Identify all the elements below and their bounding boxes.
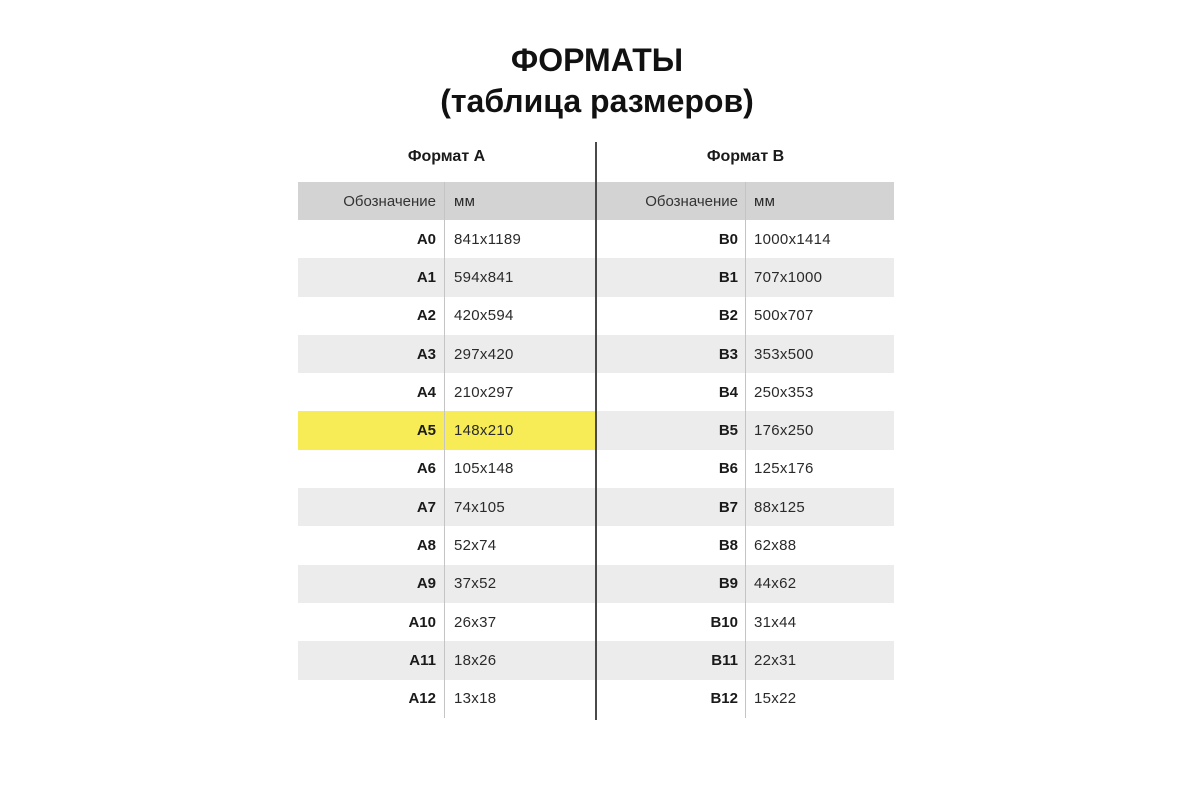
format-b-rows bbox=[597, 220, 894, 718]
format-code: B0 bbox=[718, 230, 738, 248]
column-divider bbox=[745, 488, 746, 526]
page-title-line1: ФОРМАТЫ bbox=[510, 42, 684, 78]
format-code: B3 bbox=[718, 345, 738, 363]
column-divider bbox=[444, 488, 445, 526]
format-size: 176x250 bbox=[754, 422, 814, 440]
table-row bbox=[298, 680, 595, 718]
table-row bbox=[298, 297, 595, 335]
format-size: 1000x1414 bbox=[754, 230, 831, 248]
format-code: A4 bbox=[416, 383, 436, 401]
table-row bbox=[597, 565, 894, 603]
format-b-header-code: Обозначение bbox=[645, 192, 738, 210]
format-size: 500x707 bbox=[754, 307, 814, 325]
table-row bbox=[597, 297, 894, 335]
format-code: A9 bbox=[416, 575, 436, 593]
column-divider bbox=[444, 680, 445, 718]
format-size: 31x44 bbox=[754, 613, 797, 631]
format-size: 74x105 bbox=[454, 498, 506, 516]
table-row bbox=[597, 526, 894, 564]
page-title bbox=[0, 40, 1194, 122]
format-a-header-row bbox=[298, 182, 595, 220]
column-divider bbox=[745, 641, 746, 679]
format-b-header-size: мм bbox=[754, 192, 776, 210]
column-divider bbox=[444, 565, 445, 603]
format-code: B9 bbox=[718, 575, 738, 593]
column-divider bbox=[444, 450, 445, 488]
table-row bbox=[597, 603, 894, 641]
format-code: A7 bbox=[416, 498, 436, 516]
format-size: 105x148 bbox=[454, 460, 514, 478]
format-code: B11 bbox=[711, 651, 738, 669]
format-b-panel bbox=[597, 142, 894, 718]
format-size: 841x1189 bbox=[454, 230, 522, 248]
format-code: B5 bbox=[718, 422, 738, 440]
column-divider bbox=[745, 680, 746, 718]
format-a-panel bbox=[298, 142, 595, 718]
format-b-title: Формат В bbox=[706, 148, 785, 165]
format-code: A1 bbox=[416, 268, 436, 286]
table-row bbox=[597, 488, 894, 526]
page-title-line2: (таблица размеров) bbox=[440, 83, 754, 119]
column-divider bbox=[444, 220, 445, 258]
table-row bbox=[298, 335, 595, 373]
format-code: B1 bbox=[718, 268, 738, 286]
format-code: A10 bbox=[408, 613, 436, 631]
column-divider bbox=[745, 373, 746, 411]
table-row bbox=[597, 258, 894, 296]
table-row bbox=[298, 258, 595, 296]
format-size: 37x52 bbox=[454, 575, 497, 593]
format-code: A0 bbox=[416, 230, 436, 248]
format-b-header-row bbox=[597, 182, 894, 220]
format-a-header-code: Обозначение bbox=[343, 192, 436, 210]
column-divider bbox=[444, 526, 445, 564]
table-row bbox=[298, 565, 595, 603]
table-row bbox=[597, 450, 894, 488]
format-size: 125x176 bbox=[754, 460, 814, 478]
format-size: 297x420 bbox=[454, 345, 514, 363]
format-size: 13x18 bbox=[454, 690, 497, 708]
format-size: 707x1000 bbox=[754, 268, 823, 286]
format-code: A8 bbox=[416, 537, 436, 555]
table-row bbox=[298, 603, 595, 641]
format-size: 44x62 bbox=[754, 575, 797, 593]
table-row bbox=[597, 335, 894, 373]
table-row bbox=[597, 373, 894, 411]
column-divider bbox=[745, 411, 746, 449]
format-code: B10 bbox=[710, 613, 738, 631]
table-row bbox=[597, 411, 894, 449]
format-size: 353x500 bbox=[754, 345, 814, 363]
format-size: 148x210 bbox=[454, 422, 514, 440]
column-divider bbox=[444, 335, 445, 373]
format-code: B8 bbox=[718, 537, 738, 555]
format-size: 22x31 bbox=[754, 651, 797, 669]
table-row bbox=[298, 641, 595, 679]
format-a-rows bbox=[298, 220, 595, 718]
format-code: A6 bbox=[416, 460, 436, 478]
table-row bbox=[298, 488, 595, 526]
format-size: 62x88 bbox=[754, 537, 797, 555]
table-row bbox=[298, 411, 595, 449]
column-divider bbox=[745, 603, 746, 641]
format-size: 210x297 bbox=[454, 383, 514, 401]
column-divider bbox=[745, 526, 746, 564]
table-row bbox=[298, 450, 595, 488]
format-code: A5 bbox=[416, 422, 436, 440]
column-divider bbox=[444, 641, 445, 679]
format-code: A12 bbox=[408, 690, 436, 708]
format-size: 52x74 bbox=[454, 537, 497, 555]
format-code: B4 bbox=[718, 383, 738, 401]
column-divider bbox=[745, 258, 746, 296]
column-divider bbox=[444, 603, 445, 641]
table-row bbox=[298, 373, 595, 411]
column-divider bbox=[745, 220, 746, 258]
format-code: B12 bbox=[710, 690, 738, 708]
column-divider bbox=[444, 411, 445, 449]
format-size: 18x26 bbox=[454, 651, 497, 669]
column-divider bbox=[745, 450, 746, 488]
format-code: A3 bbox=[416, 345, 436, 363]
format-size: 594x841 bbox=[454, 268, 514, 286]
format-code: A2 bbox=[416, 307, 436, 325]
table-row bbox=[597, 220, 894, 258]
column-divider bbox=[444, 297, 445, 335]
column-divider bbox=[745, 297, 746, 335]
column-divider bbox=[745, 182, 746, 220]
format-size: 26x37 bbox=[454, 613, 497, 631]
format-size: 88x125 bbox=[754, 498, 806, 516]
table-row bbox=[597, 641, 894, 679]
table-row bbox=[597, 680, 894, 718]
format-code: B6 bbox=[718, 460, 738, 478]
formats-tables bbox=[298, 142, 894, 720]
format-size: 250x353 bbox=[754, 383, 814, 401]
format-a-title: Формат А bbox=[407, 148, 486, 165]
table-row bbox=[298, 220, 595, 258]
column-divider bbox=[444, 258, 445, 296]
column-divider bbox=[745, 565, 746, 603]
format-code: A11 bbox=[409, 651, 436, 669]
format-code: B2 bbox=[718, 307, 738, 325]
column-divider bbox=[444, 182, 445, 220]
format-a-header-size: мм bbox=[454, 192, 476, 210]
format-size: 420x594 bbox=[454, 307, 514, 325]
format-code: B7 bbox=[718, 498, 738, 516]
format-size: 15x22 bbox=[754, 690, 797, 708]
table-row bbox=[298, 526, 595, 564]
column-divider bbox=[444, 373, 445, 411]
column-divider bbox=[745, 335, 746, 373]
